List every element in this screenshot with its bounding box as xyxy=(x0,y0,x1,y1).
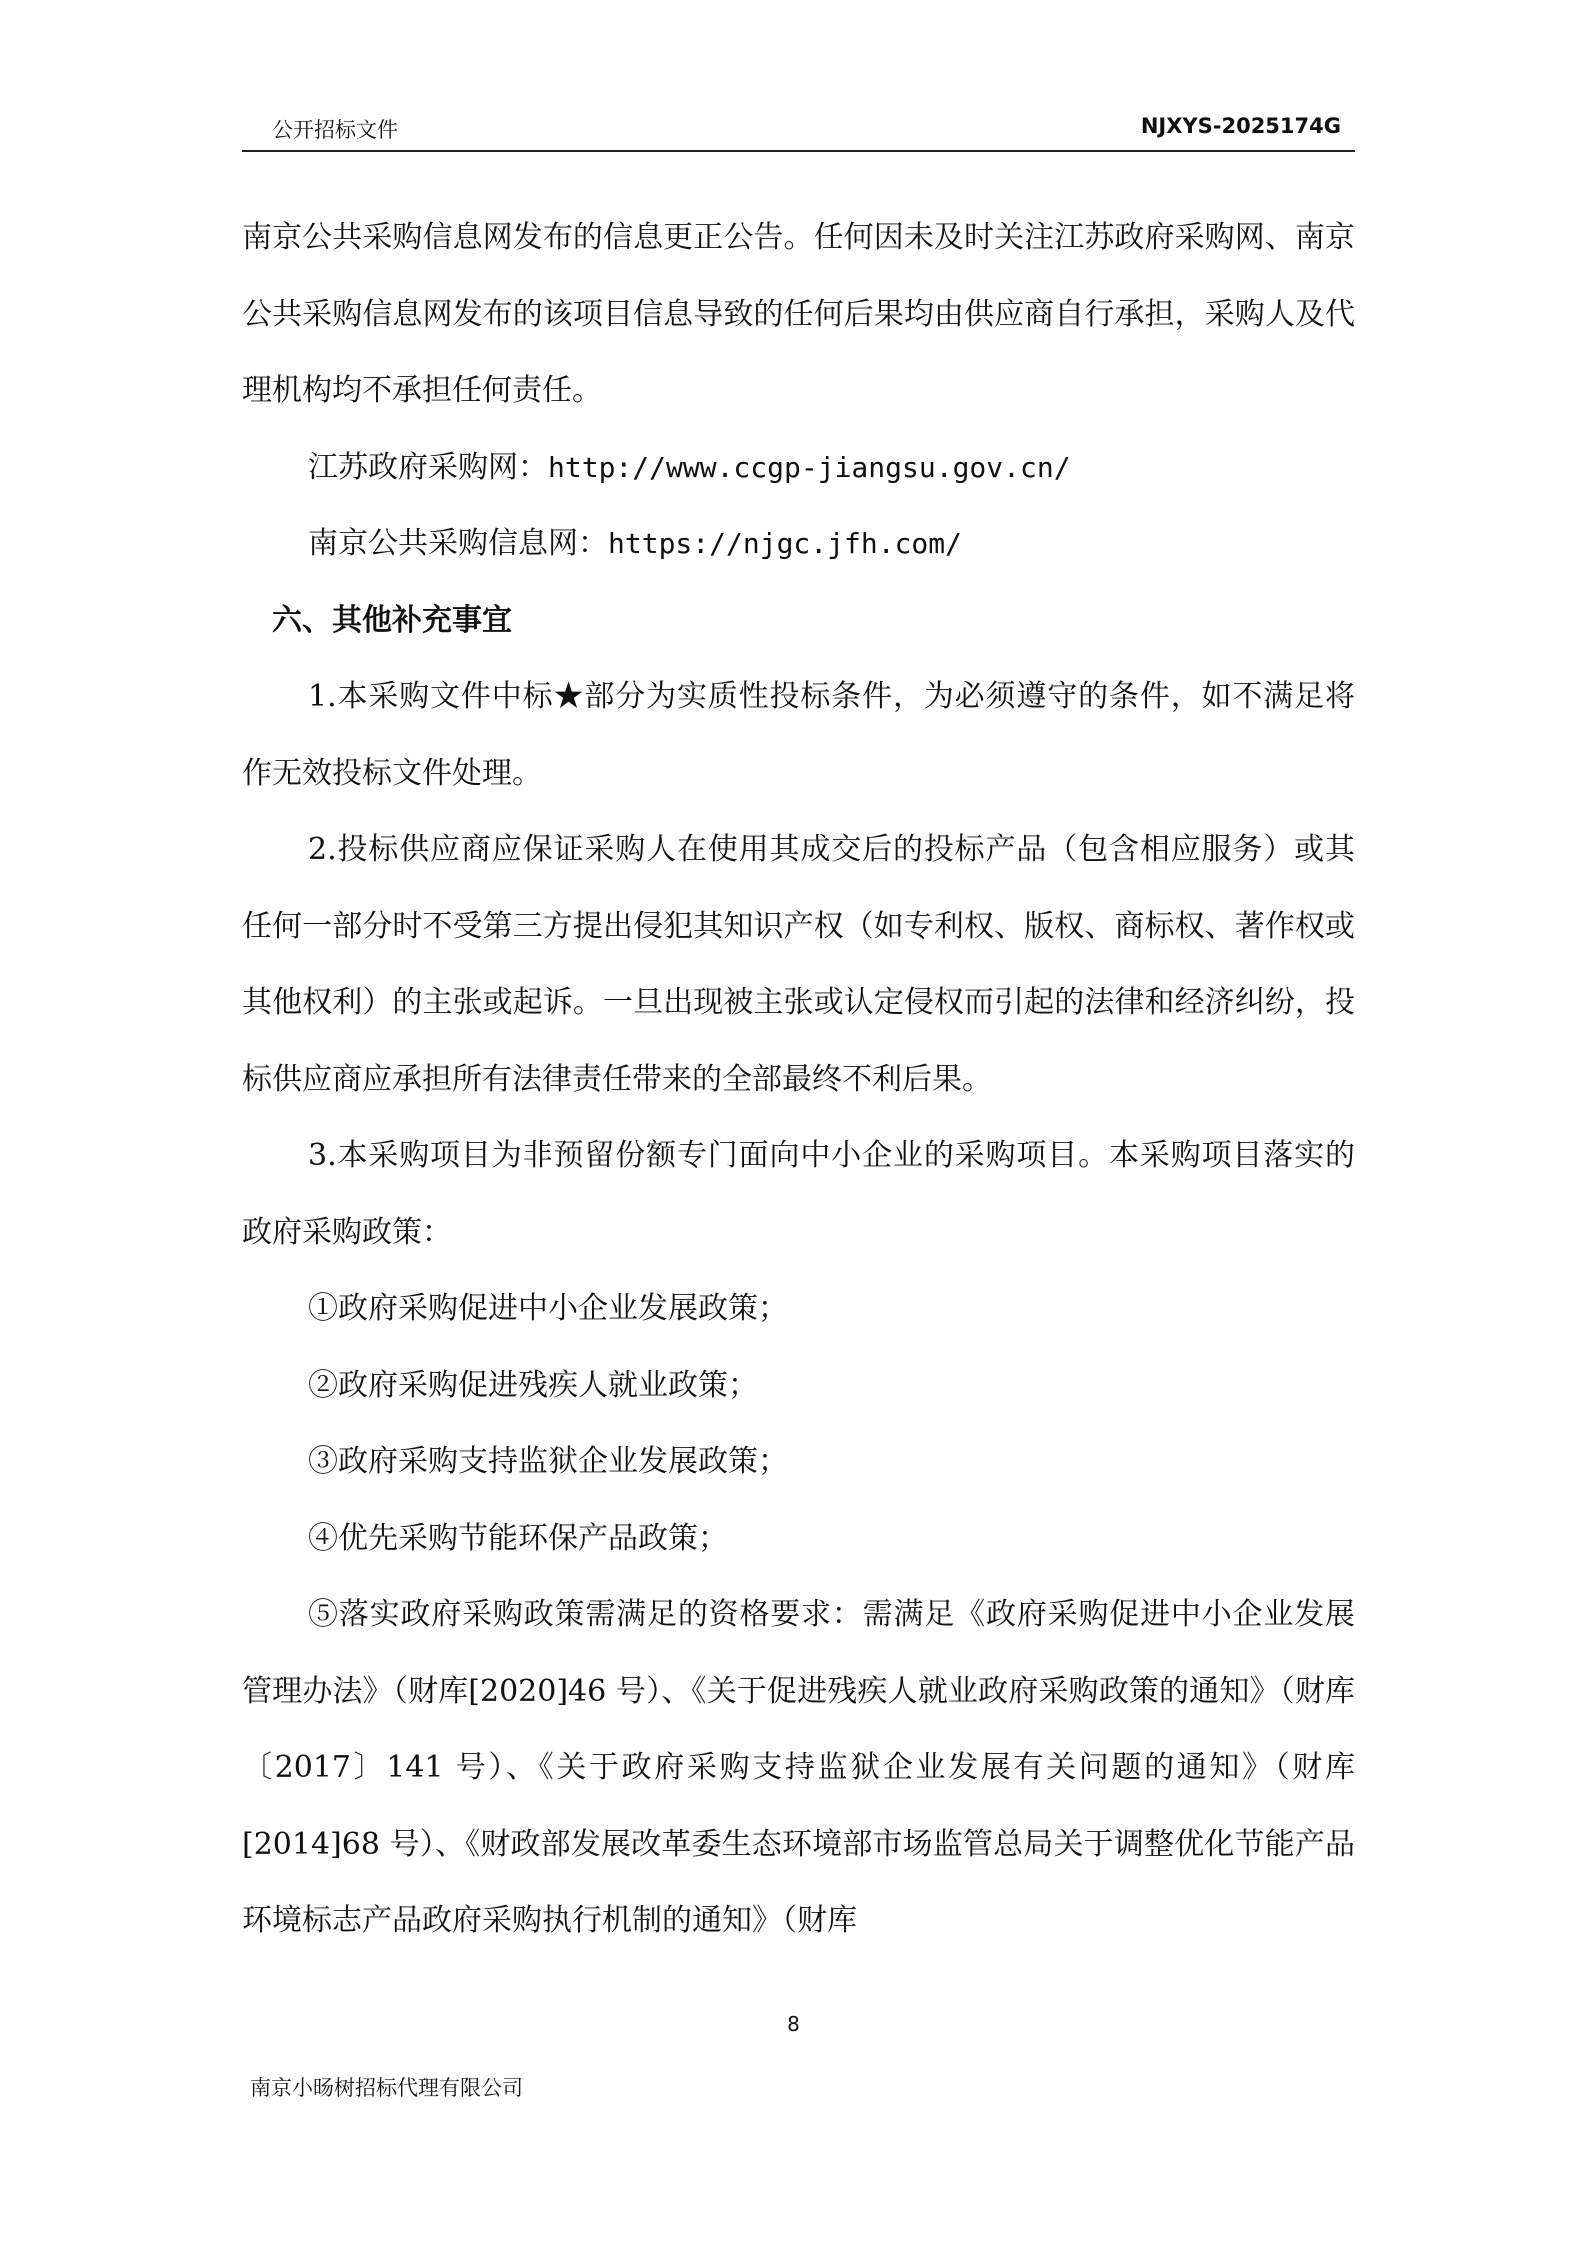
site-label-nanjing: 南京公共采购信息网： xyxy=(308,526,608,561)
policy-1: ①政府采购促进中小企业发展政策； xyxy=(308,1291,788,1326)
item-1: 1.本采购文件中标★部分为实质性投标条件，为必须遵守的条件，如不满足将作无效投标文件处理。 xyxy=(242,679,1355,791)
site-url-nanjing[interactable]: https://njgc.jfh.com/ xyxy=(608,527,963,560)
policy-3: ③政府采购支持监狱企业发展政策； xyxy=(308,1444,788,1479)
page-number: 8 xyxy=(787,2012,800,2036)
page-header xyxy=(242,112,1355,152)
policy-2: ②政府采购促进残疾人就业政策； xyxy=(308,1367,758,1403)
document-body xyxy=(242,200,1355,1960)
site-label-jiangsu: 江苏政府采购网： xyxy=(308,449,548,485)
item-2: 2.投标供应商应保证采购人在使用其成交后的投标产品（包含相应服务）或其任何一部分时不受第三方提出侵犯其知识产权（如专利权、版权、商标权、著作权或其他权利）的主张或起诉。一旦出现被主张或认定侵权而引起的法律和经济纠纷，投标供应商应承担所有法律责任带来的全部最终不利后果。 xyxy=(242,832,1355,1097)
policy-4: ④优先采购节能环保产品政策； xyxy=(308,1520,728,1556)
item-3: 3.本采购项目为非预留份额专门面向中小企业的采购项目。本采购项目落实的政府采购政策： xyxy=(242,1138,1355,1250)
section-heading: 六、其他补充事宜 xyxy=(272,602,512,638)
paragraph-intro: 南京公共采购信息网发布的信息更正公告。任何因未及时关注江苏政府采购网、南京公共采购信息网发布的该项目信息导致的任何后果均由供应商自行承担，采购人及代理机构均不承担任何责任。 xyxy=(242,220,1355,408)
footer-company: 南京小旸树招标代理有限公司 xyxy=(250,2076,523,2100)
site-line-nanjing xyxy=(242,506,1355,583)
site-url-jiangsu[interactable]: http://www.ccgp-jiangsu.gov.cn/ xyxy=(548,450,1071,484)
header-doc-number: NJXYS-2025174G xyxy=(1140,114,1341,138)
header-doc-type: 公开招标文件 xyxy=(272,118,398,142)
policy-5: ⑤落实政府采购政策需满足的资格要求：需满足《政府采购促进中小企业发展管理办法》（财库[2020]46 号）、《关于促进残疾人就业政府采购政策的通知》（财库〔2017〕141 号）、《关于政府采购支持监狱企业发展有关问题的通知》（财库[2014]68 号）、《财政部发展改革委生态环境部市场监管总局关于调整优化节能产品环境标志产品政府采购执行机制的通知》（财库 xyxy=(242,1597,1355,1938)
site-line-jiangsu xyxy=(242,430,1355,507)
